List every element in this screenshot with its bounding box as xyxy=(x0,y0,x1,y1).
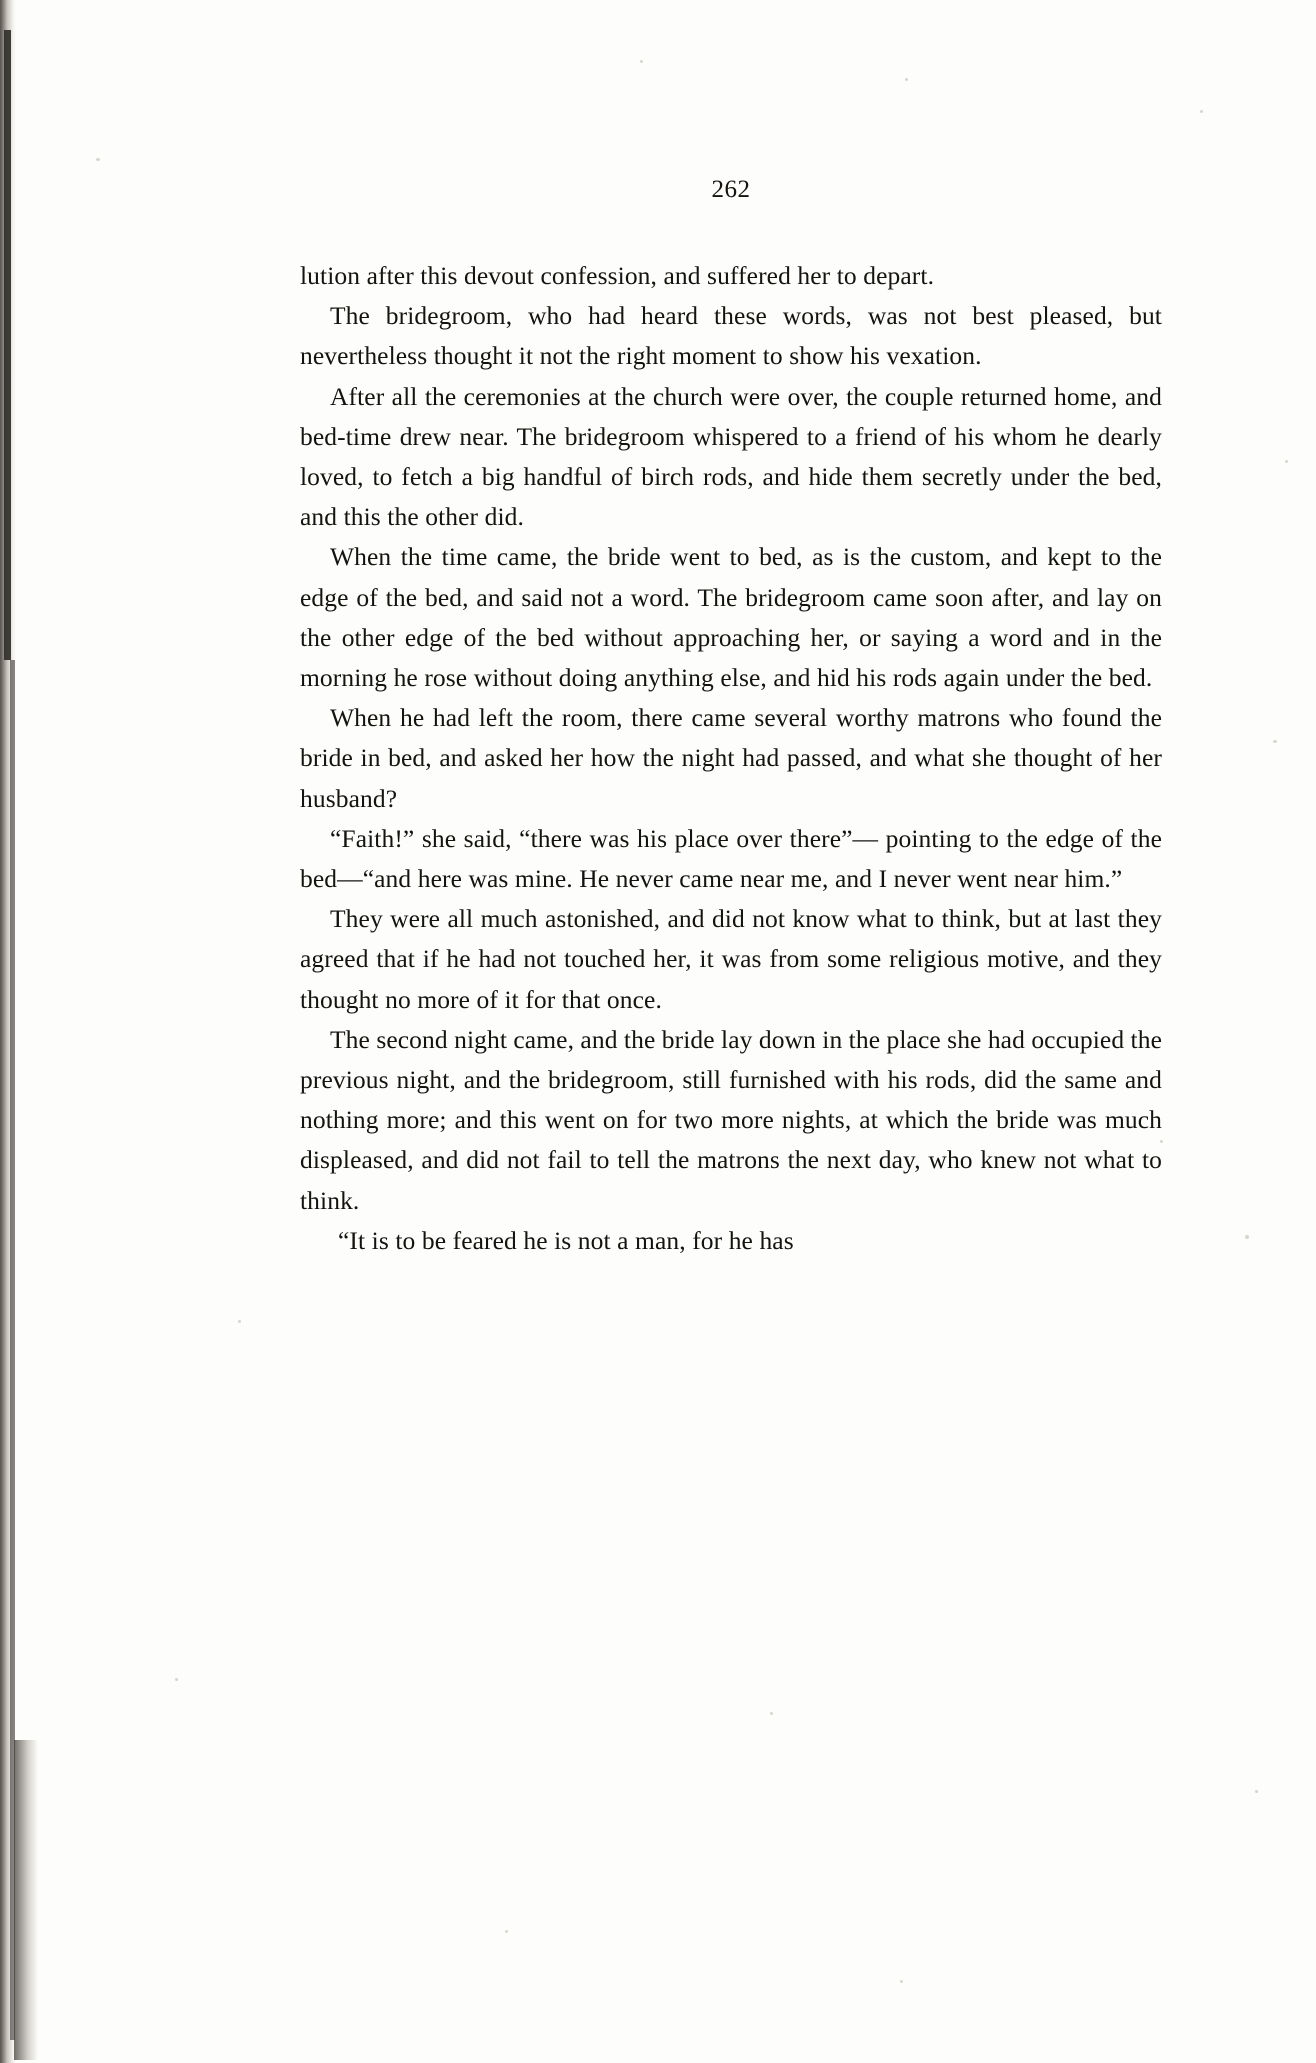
paragraph: “Faith!” she said, “there was his place over there”— pointing to the edge of the bed—“and here was mine. He never came near me, and I never went near him.” xyxy=(300,823,1162,894)
paragraph: They were all much astonished, and did not know what to think, but at last they agreed that if he had not touched her, it was from some religious motive, and they thought no more of it for that once. xyxy=(300,904,1162,1014)
scan-speck xyxy=(175,1678,178,1681)
scan-speck xyxy=(640,60,643,63)
paragraph: The second night came, and the bride lay down in the place she had occupied the previous night, and the bridegroom, still furnished with his rods, did the same and nothing more; and this went on for two more nights, at which the bride was much displeased, and did not fail to tell the matrons the next day, who knew not what to think. xyxy=(300,1024,1162,1215)
paragraph: The bridegroom, who had heard these words, was not best pleased, but nevertheless thought it not the right moment to show his vexation. xyxy=(300,301,1162,371)
scan-speck xyxy=(1255,1790,1258,1793)
scan-speck xyxy=(1200,110,1203,113)
page-binding-edge-upper xyxy=(4,30,11,660)
scan-speck xyxy=(1273,740,1277,743)
scan-speck xyxy=(905,78,908,81)
paragraph: “It is to be feared he is not a man, for he has xyxy=(338,1225,794,1255)
scan-speck xyxy=(238,1320,241,1323)
scan-speck xyxy=(1285,460,1288,463)
paragraph: When he had left the room, there came several worthy matrons who found the bride in bed, and asked her how the night had passed, and what she thought of her husband? xyxy=(300,703,1162,813)
scan-speck xyxy=(770,1712,773,1715)
scan-speck xyxy=(1245,1235,1249,1239)
scan-speck xyxy=(900,1980,903,1983)
paragraph: lution after this devout confession, and suffered her to depart. xyxy=(300,261,935,290)
paragraph: After all the ceremonies at the church were over, the couple returned home, and bed-time drew near. The bridegroom whispered to a friend of his whom he dearly loved, to fetch a big handful of birch rods, and hide them secretly under the bed, and this the other did. xyxy=(300,381,1162,532)
page-text-column xyxy=(300,176,1162,1261)
page-binding-edge-bottom xyxy=(14,1740,38,2060)
paragraph: When the time came, the bride went to bed, as is the custom, and kept to the edge of the bed, and said not a word. The bridegroom came soon after, and lay on the other edge of the bed without approaching her, or saying a word and in the morning he rose without doing anything else, and hid his rods again under the bed. xyxy=(300,542,1162,693)
scan-speck xyxy=(505,1930,508,1933)
page-number: 262 xyxy=(711,176,751,203)
scan-speck xyxy=(96,158,100,161)
